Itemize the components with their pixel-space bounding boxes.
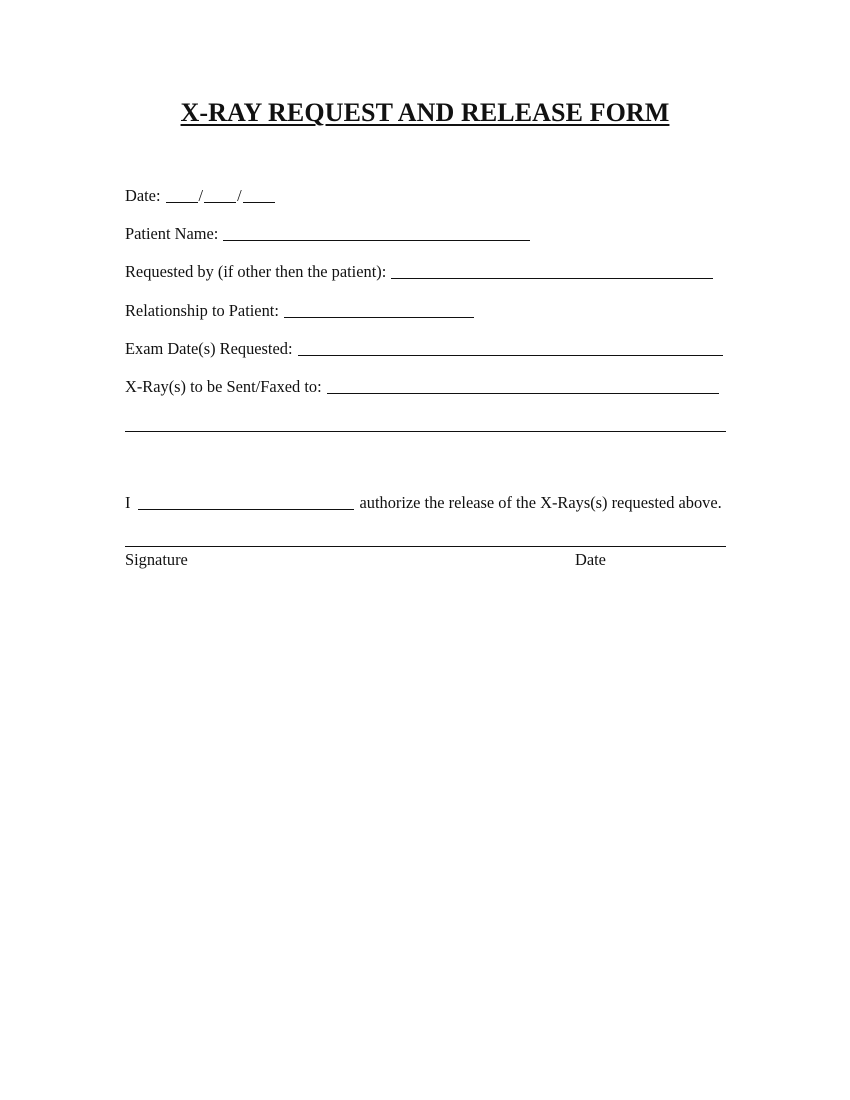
patient-name-row xyxy=(125,224,530,244)
authorizer-name-field[interactable] xyxy=(138,495,354,510)
relationship-row xyxy=(125,301,474,321)
signature-field[interactable] xyxy=(125,546,726,547)
sent-to-continuation-field[interactable] xyxy=(125,431,726,432)
relationship-field[interactable] xyxy=(284,303,474,318)
signature-label: Signature xyxy=(125,550,188,569)
sent-to-row xyxy=(125,377,719,397)
patient-name-field[interactable] xyxy=(223,226,530,241)
signature-date-label: Date xyxy=(575,550,606,569)
authorize-prefix: I xyxy=(125,493,131,512)
form-title: X-RAY REQUEST AND RELEASE FORM xyxy=(180,98,670,127)
exam-dates-label: Exam Date(s) Requested: xyxy=(125,339,293,358)
requested-by-field[interactable] xyxy=(391,264,713,279)
date-day-field[interactable] xyxy=(204,188,236,203)
date-separator: / xyxy=(198,186,204,205)
date-year-field[interactable] xyxy=(243,188,275,203)
authorize-text: authorize the release of the X-Rays(s) requested above. xyxy=(359,493,722,512)
exam-dates-field[interactable] xyxy=(298,341,723,356)
relationship-label: Relationship to Patient: xyxy=(125,301,279,320)
requested-by-label: Requested by (if other then the patient): xyxy=(125,262,387,281)
sent-to-label: X-Ray(s) to be Sent/Faxed to: xyxy=(125,377,322,396)
date-label: Date: xyxy=(125,186,161,205)
authorization-row xyxy=(125,493,722,513)
sent-to-field[interactable] xyxy=(327,379,719,394)
exam-dates-row xyxy=(125,339,723,359)
date-row xyxy=(125,186,275,206)
requested-by-row xyxy=(125,262,713,282)
date-month-field[interactable] xyxy=(166,188,198,203)
date-separator: / xyxy=(237,186,242,205)
patient-name-label: Patient Name: xyxy=(125,224,219,243)
